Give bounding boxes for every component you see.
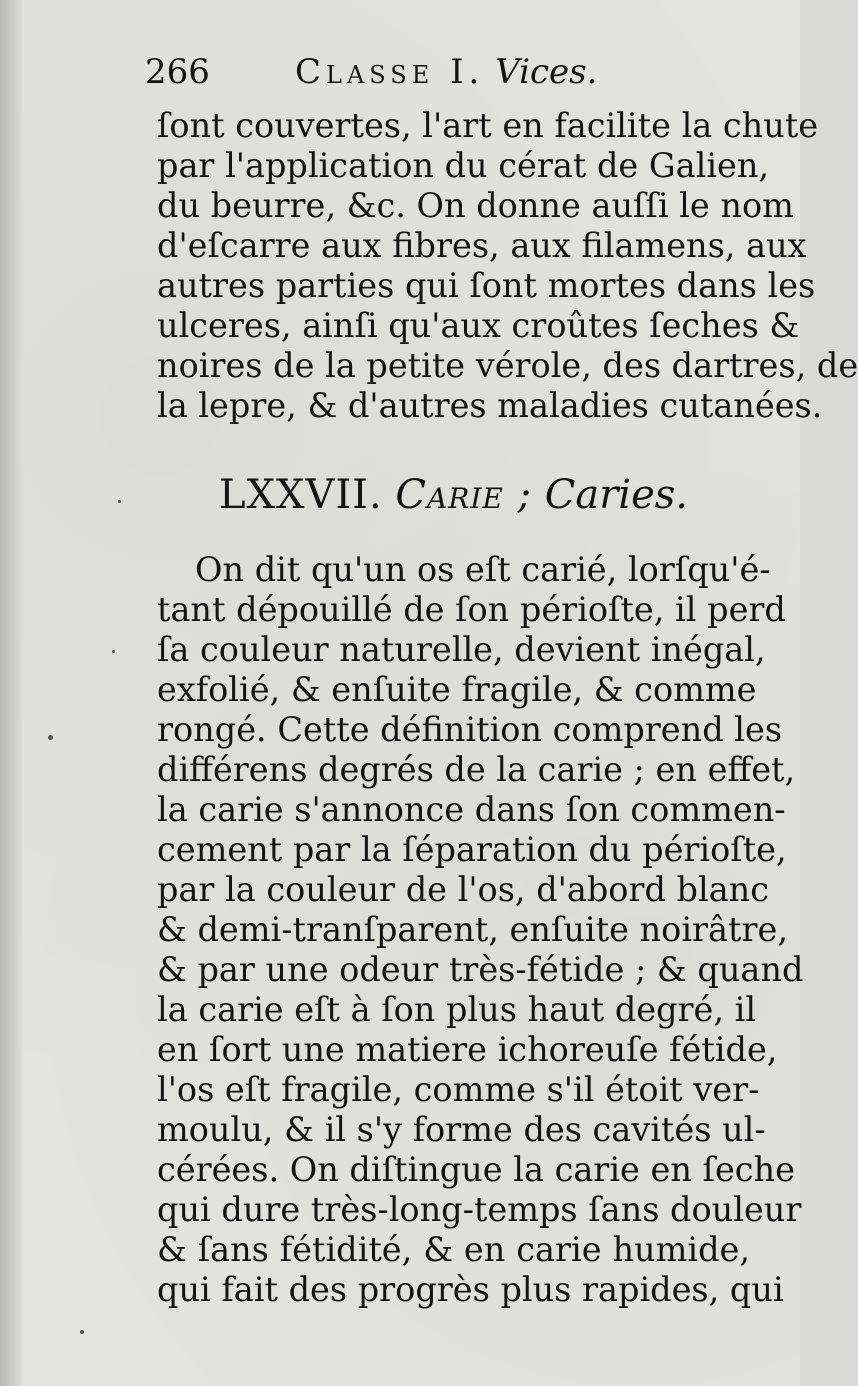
text-line: la lepre, & d'autres maladies cutanées.	[157, 386, 823, 425]
text-line: ſont couvertes, l'art en facilite la chute	[157, 106, 819, 145]
article-title: Carie ;	[395, 472, 533, 518]
article-heading	[157, 466, 750, 524]
text-line: & par une odeur très-fétide ; & quand	[157, 950, 804, 989]
article-latin-title: Caries.	[544, 472, 689, 518]
text-line: du beurre, &c. On donne auſſi le nom	[157, 186, 794, 225]
page-gutter-shadow	[0, 0, 22, 1386]
article-number: LXXVII.	[218, 472, 383, 518]
text-line: cement par la ſéparation du périoſte,	[157, 830, 787, 869]
text-line: en ſort une matiere ichoreuſe fétide,	[157, 1030, 778, 1069]
text-line: noires de la petite vérole, des dartres, de	[157, 346, 858, 385]
text-line: par l'application du cérat de Galien,	[157, 146, 770, 185]
text-line: exfolié, & enſuite fragile, & comme	[157, 670, 757, 709]
text-line: qui dure très-long-temps ſans douleur	[157, 1190, 802, 1229]
text-line: la carie eſt à ſon plus haut degré, il	[157, 990, 757, 1029]
section-label: Vices.	[495, 52, 598, 92]
text-line: qui fait des progrès plus rapides, qui	[157, 1270, 784, 1309]
text-line: autres parties qui ſont mortes dans les	[157, 266, 816, 305]
paper-speck	[80, 1330, 84, 1334]
text-line: la carie s'annonce dans ſon commen-	[157, 790, 786, 829]
paper-speck	[118, 500, 121, 503]
paper-speck	[112, 650, 115, 653]
text-line: & ſans fétidité, & en carie humide,	[157, 1230, 750, 1269]
text-line: rongé. Cette définition comprend les	[157, 710, 783, 749]
text-line: d'eſcarre aux fibres, aux filamens, aux	[157, 226, 807, 265]
text-line: & demi-tranſparent, enſuite noirâtre,	[157, 910, 788, 949]
text-line: moulu, & il s'y forme des cavités ul-	[157, 1110, 766, 1149]
text-line: par la couleur de l'os, d'abord blanc	[157, 870, 770, 909]
text-line: ſa couleur naturelle, devient inégal,	[157, 630, 766, 669]
class-label: Classe I.	[295, 52, 485, 92]
text-line: On dit qu'un os eſt carié, lorſqu'é-	[195, 550, 771, 589]
paper-speck	[48, 735, 53, 740]
text-line: l'os eſt fragile, comme s'il étoit ver-	[157, 1070, 760, 1109]
running-head	[145, 44, 745, 100]
text-line: différens degrés de la carie ; en effet,	[157, 750, 796, 789]
text-line: cérées. On diſtingue la carie en ſeche	[157, 1150, 795, 1189]
text-line: tant dépouillé de ſon périoſte, il perd	[157, 590, 786, 629]
page-number: 266	[145, 52, 210, 92]
text-line: ulceres, ainſi qu'aux croûtes ſeches &	[157, 306, 800, 345]
